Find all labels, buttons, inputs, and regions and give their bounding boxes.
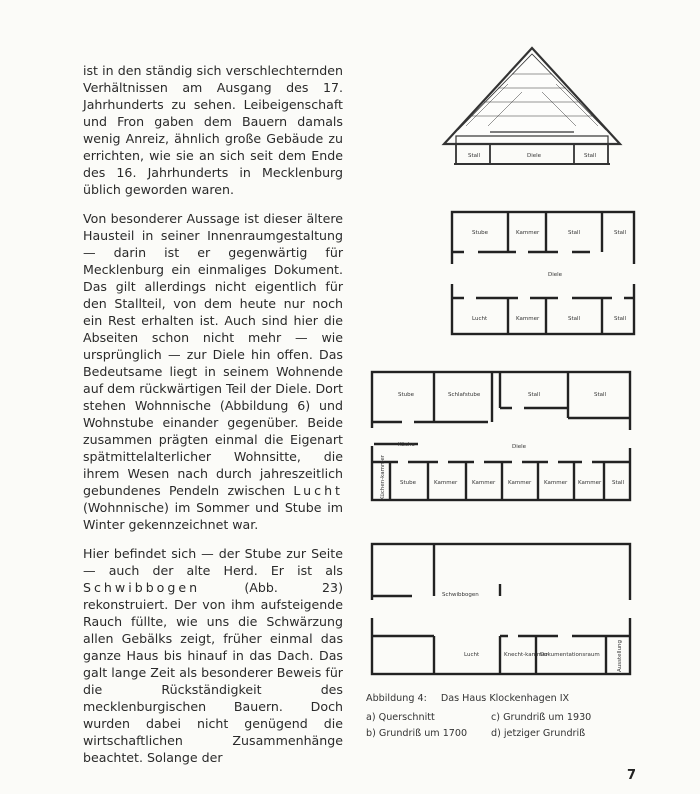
body-text-column — [83, 62, 343, 778]
plan-c-label-kammer4: Kammer — [544, 480, 568, 486]
caption-item-a: a) Querschnitt — [366, 712, 435, 723]
plan-d-label-schwibbogen: Schwibbogen — [442, 592, 479, 598]
figure-cross-section — [368, 44, 636, 174]
page-number: 7 — [627, 768, 637, 783]
paragraph-2-main: Von besonderer Aussage ist dieser ältere Hausteil in seiner Innenraumgestaltung — darin ist er gegenwärtig für Mecklenburg ein einmaliges Dokument. Das gilt allerdings nicht eigentlich für den Stallteil, von dem heute nur noch ein Rest erhalten ist. Auch sind hier die Abseiten schon nicht mehr — wie ursprünglich — zur Diele hin offen. Das Bedeutsame liegt in seinem Wohnende auf dem rückwärtigen Teil der Diele. Dort stehen Wohnnische (Abbildung 6) und Wohnstube einander gegenüber. Beide zusammen prägten einmal die Eigenart spätmittelalterlicher Wohnsitte, die ihrem Wesen nach durch jahreszeitlich gebundenes Pendeln zwischen — [83, 211, 343, 498]
plan-c-label-kueche: Küche — [398, 442, 415, 448]
caption-item-c: c) Grundriß um 1930 — [491, 712, 592, 723]
plan-c-label-kammer3: Kammer — [508, 480, 532, 486]
plan-b-label-lucht: Lucht — [472, 316, 488, 322]
paragraph-2-tail: (Wohnnische) im Sommer und Stube im Winter gekennzeichnet war. — [83, 500, 343, 532]
plan-c-label-stube1: Stube — [398, 392, 415, 398]
plan-d-label-knechtkammer: Knecht-kammer — [504, 652, 548, 658]
plan-c-label-diele: Diele — [512, 444, 527, 450]
plan-c-label-stall1: Stall — [528, 392, 541, 398]
plan-c-label-kammer2: Kammer — [472, 480, 496, 486]
caption-item-b: b) Grundriß um 1700 — [366, 728, 468, 739]
plan-c-label-schlafstube: Schlafstube — [448, 392, 481, 398]
plan-b-label-stall1: Stall — [568, 230, 581, 236]
plan-b-label-stube: Stube — [472, 230, 489, 236]
plan-b-label-kammer2: Kammer — [516, 316, 540, 322]
paragraph-2 — [83, 210, 343, 533]
figure-caption — [366, 691, 646, 741]
section-label-diele: Diele — [527, 153, 542, 159]
figure-plan-current — [368, 540, 636, 678]
plan-b-label-stall4: Stall — [614, 316, 627, 322]
plan-c-label-stube2: Stube — [400, 480, 417, 486]
term-schwibbogen: Schwibbogen — [83, 580, 201, 595]
plan-c-label-kammer1: Kammer — [434, 480, 458, 486]
plan-c-label-stall3: Stall — [612, 480, 625, 486]
plan-b-label-diele: Diele — [548, 272, 563, 278]
term-lucht: Lucht — [293, 483, 343, 498]
plan-c-label-kuechenkammer: Küchen-kammer — [380, 454, 386, 500]
paragraph-1: ist in den ständig sich verschlechternden Verhältnissen am Ausgang des 17. Jahrhunderts zu sehen. Leibeigenschaft und Fron gaben dem Bauern damals wenig Anreiz, ähnlich große Gebäude zu errichten, wie sie an sich seit dem Ende des 16. Jahrhunderts in Mecklenburg üblich geworden waren. — [83, 63, 343, 197]
caption-title: Das Haus Klockenhagen IX — [440, 693, 570, 704]
figure-plan-1700 — [368, 208, 636, 338]
figure-plan-1930 — [368, 368, 636, 504]
plan-b-label-kammer1: Kammer — [516, 230, 540, 236]
paragraph-3-tail: (Abb. 23) rekonstruiert. Der von ihm aufsteigende Rauch füllte, wie uns die Schwärzung allen Gebälks zeigt, früher einmal das ganze Haus bis hinauf in das Dach. Das galt lange Zeit als besonderer Beweis für die Rückständigkeit des mecklenburgischen Bauern. Doch wurden dabei nicht genügend die wirtschaftlichen Zusammenhänge beachtet. Solange der — [83, 580, 343, 765]
plan-b-label-stall3: Stall — [568, 316, 581, 322]
caption-label: Abbildung 4: — [366, 693, 427, 704]
paragraph-3-head: Hier befindet sich — der Stube zur Seite — auch der alte Herd. Er ist als — [83, 546, 343, 578]
plan-d-label-dokumentationsraum: Dokumentationsraum — [540, 652, 600, 658]
plan-b-label-stall2: Stall — [614, 230, 627, 236]
plan-d-label-ausstellung: Ausstellung — [617, 639, 623, 672]
plan-c-label-kammer5: Kammer — [578, 480, 602, 486]
plan-d-label-lucht: Lucht — [464, 652, 480, 658]
section-label-stall-right: Stall — [584, 153, 597, 159]
section-label-stall-left: Stall — [468, 153, 481, 159]
caption-item-d: d) jetziger Grundriß — [491, 728, 586, 739]
plan-c-label-stall2: Stall — [594, 392, 607, 398]
paragraph-3 — [83, 545, 343, 766]
